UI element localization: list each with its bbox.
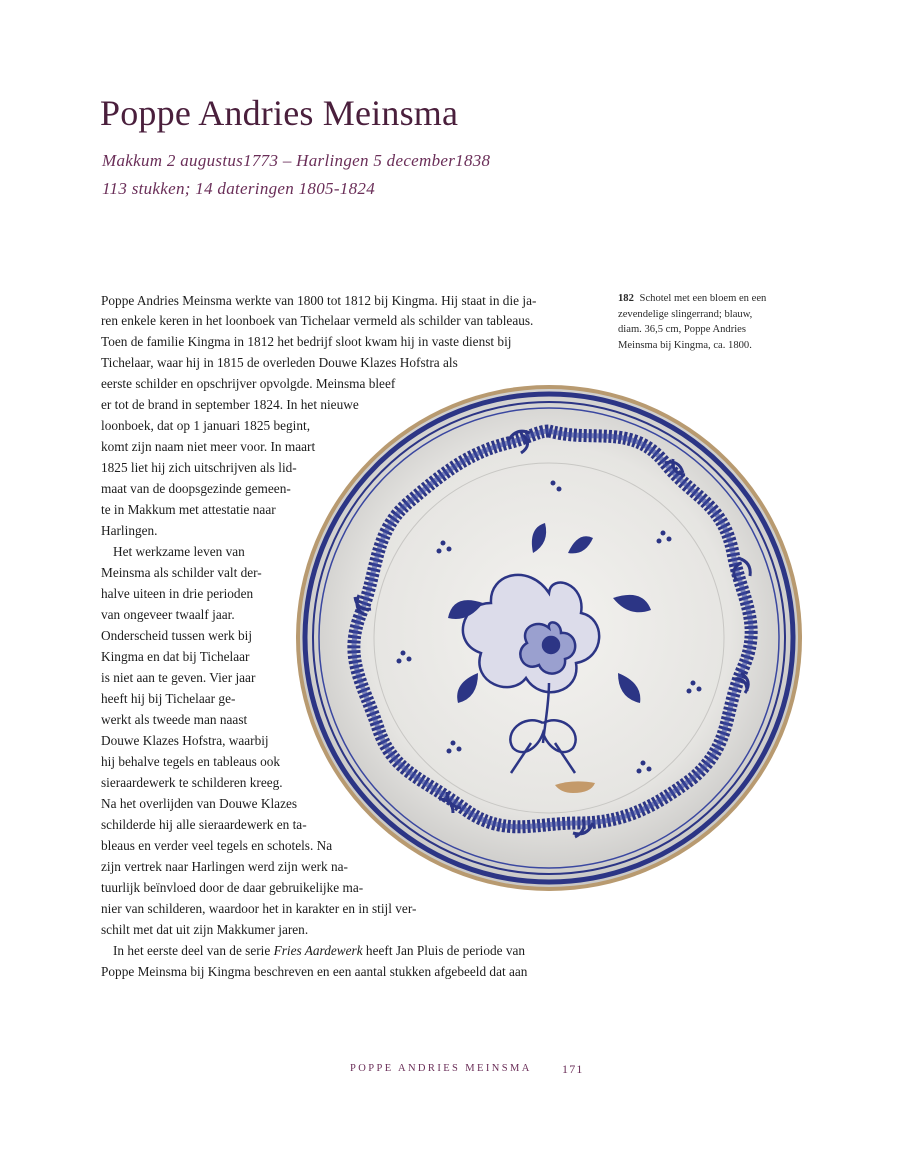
subtitle-dates: Makkum 2 augustus1773 – Harlingen 5 december1838 bbox=[102, 151, 491, 170]
body-line bbox=[113, 941, 525, 961]
body-line: Douwe Klazes Hofstra, waarbij bbox=[101, 733, 269, 748]
body-line: Kingma en dat bij Tichelaar bbox=[101, 649, 250, 664]
caption-line: zevendelige slingerrand; blauw, bbox=[618, 308, 753, 320]
body-line: nier van schilderen, waardoor het in karakter en in stijl ver- bbox=[101, 901, 417, 916]
body-line: halve uiteen in drie perioden bbox=[101, 586, 254, 601]
body-line: hij behalve tegels en tableaus ook bbox=[101, 754, 281, 769]
body-line: 1825 liet hij zich uitschrijven als lid- bbox=[101, 460, 297, 475]
caption-line bbox=[618, 291, 798, 307]
series-title: Fries Aardewerk bbox=[273, 943, 363, 958]
body-line: Tichelaar, waar hij in 1815 de overleden Douwe Klazes Hofstra als bbox=[101, 355, 458, 370]
body-line: heeft hij bij Tichelaar ge- bbox=[101, 691, 236, 706]
body-line: Poppe Meinsma bij Kingma beschreven en een aantal stukken afgebeeld dat aan bbox=[101, 964, 528, 979]
caption-number: 182 bbox=[618, 293, 634, 304]
delftware-dish-illustration bbox=[293, 383, 805, 893]
body-line: sieraardewerk te schilderen kreeg. bbox=[101, 775, 283, 790]
body-line: eerste schilder en opschrijver opvolgde. Meinsma bleef bbox=[101, 376, 396, 391]
body-line: Het werkzame leven van bbox=[113, 544, 245, 559]
running-title: POPPE ANDRIES MEINSMA bbox=[350, 1063, 532, 1074]
body-line: schilt met dat uit zijn Makkumer jaren. bbox=[101, 922, 309, 937]
figure-caption bbox=[618, 291, 798, 353]
body-line: Poppe Andries Meinsma werkte van 1800 tot 1812 bij Kingma. Hij staat in die ja- bbox=[101, 293, 537, 308]
body-line: tuurlijk beïnvloed door de daar gebruikelijke ma- bbox=[101, 880, 364, 895]
body-line: is niet aan te geven. Vier jaar bbox=[101, 670, 256, 685]
body-line: bleaus en verder veel tegels en schotels. Na bbox=[101, 838, 333, 853]
caption-line: Meinsma bij Kingma, ca. 1800. bbox=[618, 339, 752, 351]
page-number: 171 bbox=[562, 1062, 584, 1076]
body-line: schilderde hij alle sieraardewerk en ta- bbox=[101, 817, 307, 832]
body-line: ren enkele keren in het loonboek van Tichelaar vermeld als schilder van tableaus. bbox=[101, 313, 534, 328]
body-text-span: heeft Jan Pluis de periode van bbox=[362, 943, 526, 958]
subtitle-stats: 113 stukken; 14 dateringen 1805-1824 bbox=[102, 179, 375, 198]
body-line: van ongeveer twaalf jaar. bbox=[101, 607, 235, 622]
body-line: er tot de brand in september 1824. In het nieuwe bbox=[101, 397, 359, 412]
body-line: werkt als tweede man naast bbox=[101, 712, 248, 727]
caption-text: Schotel met een bloem en een bbox=[639, 293, 767, 304]
page-title: Poppe Andries Meinsma bbox=[100, 93, 459, 133]
body-line: Onderscheid tussen werk bij bbox=[101, 628, 253, 643]
body-line: maat van de doopsgezinde gemeen- bbox=[101, 481, 291, 496]
body-line: Harlingen. bbox=[101, 523, 158, 538]
body-line: te in Makkum met attestatie naar bbox=[101, 502, 276, 517]
body-line: Na het overlijden van Douwe Klazes bbox=[101, 796, 298, 811]
body-text-span: In het eerste deel van de serie bbox=[113, 943, 274, 958]
body-line: Toen de familie Kingma in 1812 het bedrijf sloot kwam hij in vaste dienst bij bbox=[101, 334, 512, 349]
body-line: Meinsma als schilder valt der- bbox=[101, 565, 262, 580]
body-line: komt zijn naam niet meer voor. In maart bbox=[101, 439, 316, 454]
body-line: zijn vertrek naar Harlingen werd zijn werk na- bbox=[101, 859, 348, 874]
caption-line: diam. 36,5 cm, Poppe Andries bbox=[618, 324, 746, 335]
body-line: loonboek, dat op 1 januari 1825 begint, bbox=[101, 418, 311, 433]
